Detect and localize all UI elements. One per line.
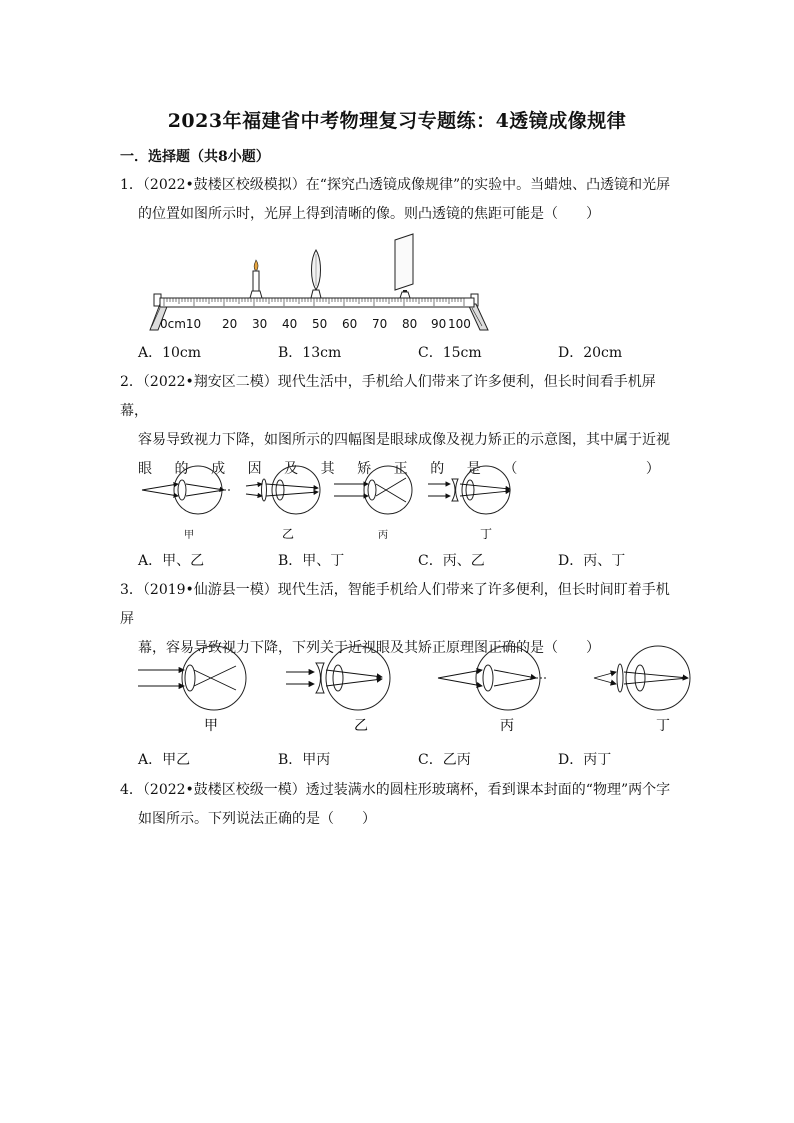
ruler-label-20: 20 xyxy=(222,317,238,331)
option-b[interactable]: B．甲、丁 xyxy=(278,553,345,569)
eye-figure-bing xyxy=(438,646,546,734)
fig-label-yi: 乙 xyxy=(354,718,368,734)
question-3-line1: 3．（2019•仙游县一模）现代生活，智能手机给人们带来了许多便利，但长时间盯着手机屏 xyxy=(120,582,670,627)
option-a[interactable]: A．10cm xyxy=(138,345,202,361)
option-d[interactable]: D．丙丁 xyxy=(558,752,612,768)
question-4-line1: 4．（2022•鼓楼区校级一模）透过装满水的圆柱形玻璃杯，看到课本封面的“物理”两个字 xyxy=(120,782,671,798)
eye-figure-jia xyxy=(142,466,232,541)
ruler-label-50: 50 xyxy=(312,317,328,331)
question-2-line2: 容易导致视力下降，如图所示的四幅图是眼球成像及视力矫正的示意图，其中属于近视 xyxy=(138,432,670,448)
ruler-label-100: 100 xyxy=(448,317,471,331)
ruler-label-60: 60 xyxy=(342,317,358,331)
candle xyxy=(250,260,262,298)
eye-diagrams-q2 xyxy=(138,462,528,544)
eye-figure-yi xyxy=(246,466,320,541)
question-2-line1: 2．（2022•翔安区二模）现代生活中，手机给人们带来了许多便利，但长时间看手机屏幕， xyxy=(120,374,656,419)
page-title: 2023年福建省中考物理复习专题练：4透镜成像规律 xyxy=(167,110,627,132)
ruler-label-90: 90 xyxy=(431,317,447,331)
option-c[interactable]: C．乙丙 xyxy=(418,752,471,768)
question-4-line2: 如图所示。下列说法正确的是（ ） xyxy=(138,811,376,827)
question-2-options xyxy=(138,550,698,570)
ruler-label-40: 40 xyxy=(282,317,298,331)
eye-figure-jia xyxy=(138,646,246,734)
fig-label-jia: 甲 xyxy=(184,530,194,541)
option-c[interactable]: C．15cm xyxy=(418,345,482,361)
ruler-label-30: 30 xyxy=(252,317,268,331)
convex-lens xyxy=(311,250,321,298)
option-d[interactable]: D．丙、丁 xyxy=(558,553,626,569)
question-3-options xyxy=(138,749,698,769)
question-4 xyxy=(120,776,680,834)
question-1-options xyxy=(138,342,698,362)
ruler-label-70: 70 xyxy=(372,317,388,331)
eye-figure-yi xyxy=(286,646,390,734)
option-a[interactable]: A．甲、乙 xyxy=(138,553,205,569)
question-1 xyxy=(120,171,680,229)
eye-figure-ding xyxy=(594,646,690,734)
ruler-label-80: 80 xyxy=(402,317,418,331)
question-2-line3: 眼 的 成 因 及 其 矫 正 的 是 （ ） xyxy=(138,461,660,477)
option-a[interactable]: A．甲乙 xyxy=(138,752,191,768)
ruler-labels xyxy=(160,317,471,331)
option-b[interactable]: B．甲丙 xyxy=(278,752,331,768)
eye-figure-bing xyxy=(334,466,412,541)
question-1-line1: 1．（2022•鼓楼区校级模拟）在“探究凸透镜成像规律”的实验中。当蜡烛、凸透镜和光屏 xyxy=(120,177,671,193)
question-1-line2: 的位置如图所示时，光屏上得到清晰的像。则凸透镜的焦距可能是（ ） xyxy=(138,206,600,222)
ruler-label-0: 0cm10 xyxy=(160,317,202,331)
fig-label-bing: 丙 xyxy=(500,718,514,734)
option-d[interactable]: D．20cm xyxy=(558,345,623,361)
option-c[interactable]: C．丙、乙 xyxy=(418,553,485,569)
fig-label-ding: 丁 xyxy=(656,718,670,734)
fig-label-bing: 丙 xyxy=(378,530,388,541)
fig-label-jia: 甲 xyxy=(204,718,218,734)
option-b[interactable]: B．13cm xyxy=(278,345,342,361)
optical-bench-figure xyxy=(138,232,498,336)
eye-diagrams-q3 xyxy=(132,642,702,736)
section-heading: 一．选择题（共8小题） xyxy=(120,149,270,165)
fig-label-ding: 丁 xyxy=(480,527,493,541)
question-3-line2: 幕，容易导致视力下降，下列关于近视眼及其矫正原理图正确的是（ ） xyxy=(138,640,600,656)
eye-figure-ding xyxy=(428,466,510,541)
fig-label-yi: 乙 xyxy=(282,527,295,541)
light-screen xyxy=(395,234,413,298)
